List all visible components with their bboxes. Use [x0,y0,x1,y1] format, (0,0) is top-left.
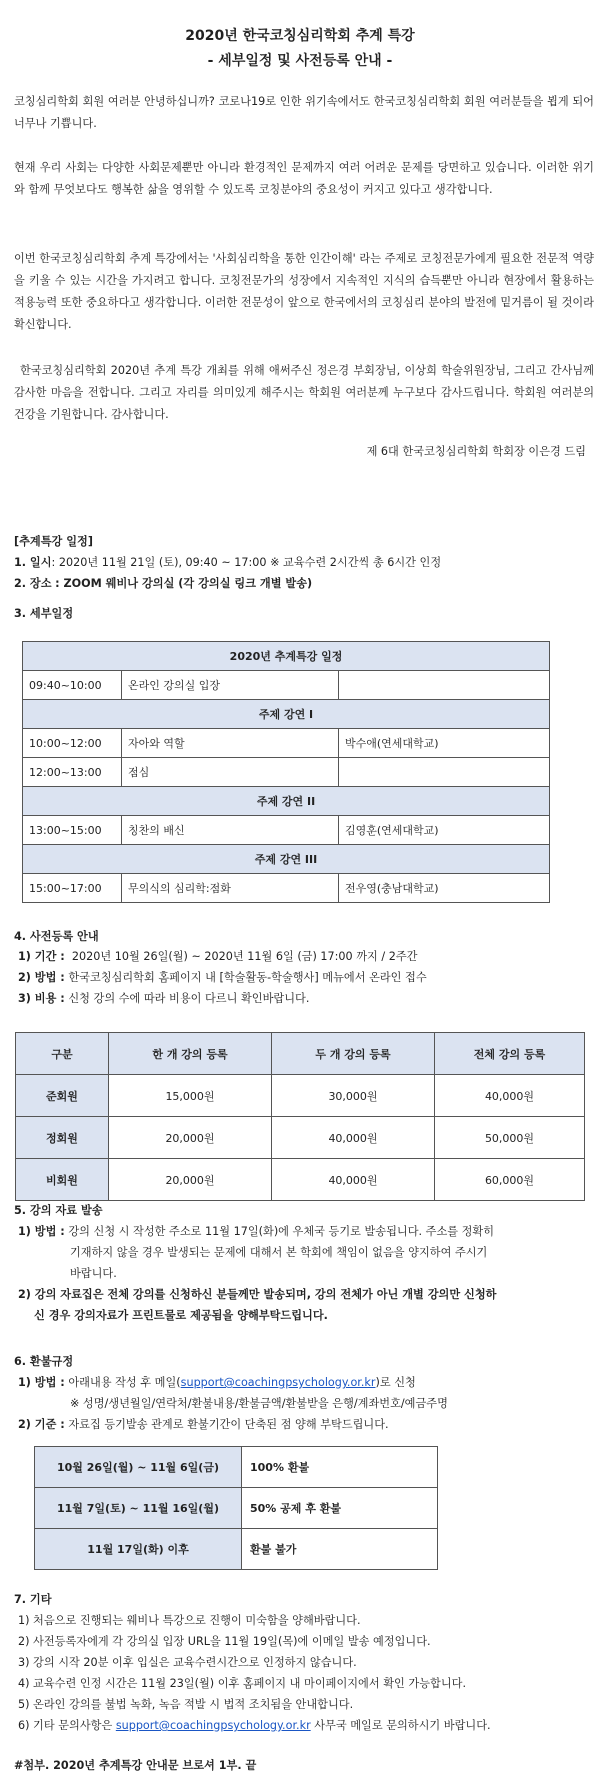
materials-method-label: 1) 방법 : [18,1225,65,1238]
registration-method-value: 한국코칭심리학회 홈페이지 내 [학술활동-학술행사] 메뉴에서 온라인 접수 [68,971,427,984]
document-title: 2020년 한국코칭심리학회 추계 특강 [185,28,415,44]
session-2-title: 주제 강연 II [23,787,550,816]
refund-criteria-value: 자료집 등기발송 관계로 환불기간이 단축된 점 양해 부탁드립니다. [68,1418,389,1431]
fee-table [15,1032,585,1201]
session-1-title: 주제 강연 I [23,700,550,729]
fee-value: 40,000원 [435,1075,585,1117]
table-row [35,1488,438,1529]
etc-item-1: 1) 처음으로 진행되는 웨비나 특강으로 진행이 미숙함을 양해바랍니다. [18,1614,361,1627]
materials-note-line-2: 신 경우 강의자료가 프린트물로 제공됨을 양해부탁드립니다. [34,1309,328,1322]
refund-method-label: 1) 방법 : [18,1376,65,1389]
table-row [23,758,550,787]
topic-cell: 무의식의 심리학:점화 [122,874,339,903]
time-cell: 15:00~17:00 [23,874,122,903]
intro-paragraph-1: 코칭심리학회 회원 여러분 안녕하십니까? 코로나19로 인한 위기속에서도 한국코칭심리학회 회원 여러분들을 뵙게 되어 너무나 기쁩니다. [14,95,594,130]
etc-item-2: 2) 사전등록자에게 각 강의실 입장 URL을 11월 19일(목)에 이메일 발송 예정입니다. [18,1635,431,1648]
materials-method-text-1: 강의 신청 시 작성한 주소로 11월 17일(화)에 우체국 등기로 발송됩니다. 주소를 정확히 [68,1225,495,1238]
registration-cost [18,989,309,1009]
refund-note: ※ 성명/생년월일/연락처/환불내용/환불금액/환불받을 은행/계좌번호/예금주명 [70,1397,448,1410]
etc-heading: 7. 기타 [14,1593,52,1606]
time-cell: 09:40~10:00 [23,671,122,700]
intro-paragraph-3: 이번 한국코칭심리학회 추계 특강에서는 '사회심리학을 통한 인간이해' 라는 주제로 코칭전문가에게 필요한 전문적 역량을 키울 수 있는 시간을 가지려고 합니다. 코칭전문가의 성장에서 지속적인 지식의 습득뿐만 아니라 현장에서 활용하는 적용능력 또한 중요하다고 생각합니다. 이러한 전문성이 앞으로 한국에서의 코칭심리 분야의 발전에 밑거름이 될 것이라 확신합니다. [14,252,594,331]
fee-value: 20,000원 [109,1117,272,1159]
fee-value: 50,000원 [435,1117,585,1159]
registration-method [18,968,427,988]
schedule-table-title: 2020년 추계특강 일정 [23,642,550,671]
fee-header-two: 두 개 강의 등록 [272,1033,435,1075]
fee-value: 30,000원 [272,1075,435,1117]
speaker-cell: 김영훈(연세대학교) [339,816,550,845]
topic-cell: 점심 [122,758,339,787]
fee-value: 60,000원 [435,1159,585,1201]
signature: 제 6대 한국코칭심리학회 학회장 이은경 드림 [366,445,586,458]
fee-value: 20,000원 [109,1159,272,1201]
fee-value: 40,000원 [272,1159,435,1201]
etc-item-6-post: 사무국 메일로 문의하시기 바랍니다. [314,1719,491,1732]
table-row [16,1159,585,1201]
fee-value: 40,000원 [272,1117,435,1159]
refund-criteria [18,1415,389,1435]
schedule-place [14,574,312,594]
schedule-table [22,641,550,903]
fee-header-row [16,1033,585,1075]
session-3-title: 주제 강연 III [23,845,550,874]
refund-method-post: )로 신청 [375,1376,416,1389]
speaker-cell: 전우영(충남대학교) [339,874,550,903]
registration-heading: 4. 사전등록 안내 [14,930,99,943]
topic-cell: 온라인 강의실 입장 [122,671,339,700]
materials-heading: 5. 강의 자료 발송 [14,1204,103,1217]
refund-email-link[interactable]: support@coachingpsychology.or.kr [180,1376,376,1389]
schedule-place-label: 2. 장소 [14,577,52,590]
etc-item-5: 5) 온라인 강의를 불법 녹화, 녹음 적발 시 법적 조치됨을 안내합니다. [18,1698,354,1711]
registration-cost-label: 3) 비용 : [18,992,65,1005]
time-cell: 12:00~13:00 [23,758,122,787]
etc-item-6 [18,1716,491,1736]
fee-category: 준회원 [16,1075,109,1117]
intro-paragraph-2: 현재 우리 사회는 다양한 사회문제뿐만 아니라 환경적인 문제까지 여러 어려운 문제를 당면하고 있습니다. 이러한 위기와 함께 무엇보다도 행복한 삶을 영위할 수 있도록 코칭분야의 중요성이 커지고 있다고 생각합니다. [14,161,594,196]
table-row [23,671,550,700]
etc-item-3: 3) 강의 시작 20분 이후 입실은 교육수련시간으로 인정하지 않습니다. [18,1656,357,1669]
table-row [23,816,550,845]
registration-period [18,947,417,967]
refund-period: 11월 7일(토) ~ 11월 16일(월) [35,1488,242,1529]
footer-attachment: #첨부. 2020년 추계특강 안내문 브로셔 1부. 끝 [14,1759,257,1772]
fee-category: 비회원 [16,1159,109,1201]
fee-value: 15,000원 [109,1075,272,1117]
etc-item-4: 4) 교육수련 인정 시간은 11월 23일(월) 이후 홈페이지 내 마이페이지에서 확인 가능합니다. [18,1677,466,1690]
refund-rate: 50% 공제 후 환불 [242,1488,438,1529]
refund-rate: 환불 불가 [242,1529,438,1570]
refund-criteria-label: 2) 기준 : [18,1418,65,1431]
schedule-date-value: : 2020년 11월 21일 (토), 09:40 ~ 17:00 ※ 교육수련 2시간씩 총 6시간 인정 [51,556,442,569]
materials-note-line-1: 2) 강의 자료집은 전체 강의를 신청하신 분들께만 발송되며, 강의 전체가 아닌 개별 강의만 신청하 [18,1288,497,1301]
registration-period-label: 1) 기간 : [18,950,65,963]
speaker-cell [339,671,550,700]
intro-paragraph-4: 한국코칭심리학회 2020년 추계 특강 개최를 위해 애써주신 정은경 부회장님, 이상희 학술위원장님, 그리고 간사님께 감사한 마음을 전합니다. 그리고 자리를 의미있게 해주시는 학회원 여러분께 누구보다 감사드립니다. 학회원 여러분의 건강을 기원합니다. 감사합니다. [14,364,594,421]
table-row [16,1117,585,1159]
etc-email-link[interactable]: support@coachingpsychology.or.kr [115,1719,311,1732]
refund-heading: 6. 환불규정 [14,1355,74,1368]
time-cell: 10:00~12:00 [23,729,122,758]
registration-cost-value: 신청 강의 수에 따라 비용이 다르니 확인바랍니다. [68,992,310,1005]
registration-period-value: 2020년 10월 26일(월) ~ 2020년 11월 6일 (금) 17:00 까지 / 2주간 [71,950,418,963]
topic-cell: 칭찬의 배신 [122,816,339,845]
table-row [23,874,550,903]
refund-period: 10월 26일(월) ~ 11월 6일(금) [35,1447,242,1488]
fee-header-all: 전체 강의 등록 [435,1033,585,1075]
refund-method-pre: 아래내용 작성 후 메일( [68,1376,181,1389]
schedule-date [14,553,441,573]
fee-header-one: 한 개 강의 등록 [109,1033,272,1075]
detail-schedule-heading: 3. 세부일정 [14,607,74,620]
etc-item-6-pre: 6) 기타 문의사항은 [18,1719,113,1732]
refund-rate: 100% 환불 [242,1447,438,1488]
fee-header-category: 구분 [16,1033,109,1075]
registration-method-label: 2) 방법 : [18,971,65,984]
refund-method [18,1373,416,1393]
schedule-heading: [추계특강 일정] [14,535,93,548]
time-cell: 13:00~15:00 [23,816,122,845]
fee-category: 정회원 [16,1117,109,1159]
schedule-place-value: : ZOOM 웨비나 강의실 (각 강의실 링크 개별 발송) [55,577,313,590]
materials-method-line-1 [18,1222,494,1242]
speaker-cell [339,758,550,787]
schedule-date-label: 1. 일시 [14,556,52,569]
materials-method-line-2: 기재하지 않을 경우 발생되는 문제에 대해서 본 학회에 책임이 없음을 양지하여 주시기 [70,1246,488,1259]
table-row [35,1447,438,1488]
document-subtitle: - 세부일정 및 사전등록 안내 - [207,53,393,69]
topic-cell: 자아와 역할 [122,729,339,758]
materials-method-line-3: 바랍니다. [70,1267,117,1280]
speaker-cell: 박수애(연세대학교) [339,729,550,758]
table-row [16,1075,585,1117]
refund-period: 11월 17일(화) 이후 [35,1529,242,1570]
refund-table [34,1446,438,1570]
table-row [23,729,550,758]
table-row [35,1529,438,1570]
